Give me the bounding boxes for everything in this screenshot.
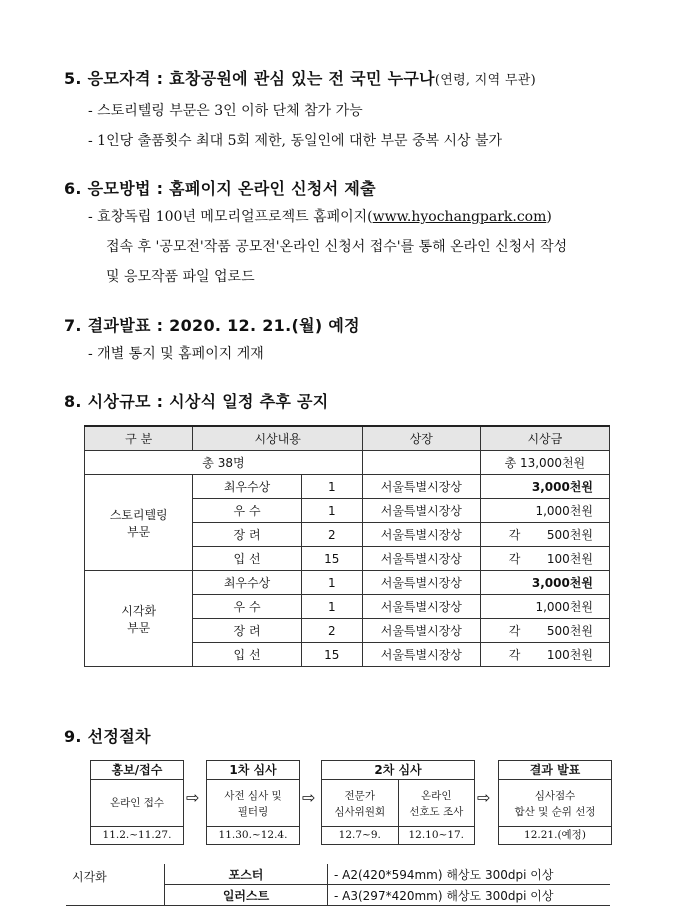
step-body bbox=[499, 780, 611, 826]
flow-step-second-review bbox=[321, 760, 475, 845]
award-amount bbox=[480, 499, 609, 523]
award-cert: 서울특별시장상 bbox=[362, 571, 480, 595]
total-label: 총 38명 bbox=[85, 451, 363, 475]
award-count: 1 bbox=[301, 595, 362, 619]
award-name: 우 수 bbox=[193, 499, 301, 523]
total-row bbox=[85, 451, 610, 475]
award-count: 1 bbox=[301, 499, 362, 523]
award-cert: 서울특별시장상 bbox=[362, 547, 480, 571]
amount-value: 1,000천원 bbox=[535, 504, 593, 518]
award-amount bbox=[480, 571, 609, 595]
section-5-title bbox=[64, 66, 536, 89]
step-body bbox=[207, 780, 299, 826]
arrow-icon: ⇨ bbox=[477, 788, 491, 807]
award-count: 15 bbox=[301, 547, 362, 571]
step-head: 홍보/접수 bbox=[91, 761, 183, 780]
award-name: 우 수 bbox=[193, 595, 301, 619]
award-amount bbox=[480, 475, 609, 499]
section-5-item-1: - 스토리텔링 부문은 3인 이하 단체 참가 가능 bbox=[88, 103, 363, 119]
award-count: 1 bbox=[301, 475, 362, 499]
table-row bbox=[85, 571, 610, 595]
group-name-line2: 부문 bbox=[127, 620, 151, 635]
award-name: 최우수상 bbox=[193, 571, 301, 595]
group-storytelling bbox=[85, 475, 193, 571]
amount-value: 100천원 bbox=[546, 552, 593, 566]
award-count: 15 bbox=[301, 643, 362, 667]
award-cert: 서울특별시장상 bbox=[362, 595, 480, 619]
step-head: 1차 심사 bbox=[207, 761, 299, 780]
section-6-line-3: 및 응모작품 파일 업로드 bbox=[106, 269, 255, 285]
step-date: 12.10~17. bbox=[399, 826, 475, 844]
total-amount: 총 13,000천원 bbox=[480, 451, 609, 475]
award-cert: 서울특별시장상 bbox=[362, 475, 480, 499]
total-empty bbox=[362, 451, 480, 475]
award-count: 2 bbox=[301, 523, 362, 547]
header-category: 구 분 bbox=[85, 426, 193, 451]
arrow-icon: ⇨ bbox=[186, 788, 200, 807]
amount-prefix: 각 bbox=[508, 552, 521, 566]
step-body bbox=[399, 780, 475, 826]
award-amount bbox=[480, 643, 609, 667]
step-body bbox=[322, 780, 398, 826]
step-body-line2: 합산 및 순위 선정 bbox=[514, 806, 596, 818]
spec-type: 포스터 bbox=[165, 864, 328, 885]
amount-value: 100천원 bbox=[546, 648, 593, 662]
substep-online bbox=[398, 780, 475, 844]
header-prize-money: 시상금 bbox=[480, 426, 609, 451]
step-date: 12.21.(예정) bbox=[499, 826, 611, 844]
spec-category: 시각화 bbox=[66, 864, 165, 906]
award-cert: 서울특별시장상 bbox=[362, 499, 480, 523]
substep-expert bbox=[322, 780, 398, 844]
award-cert: 서울특별시장상 bbox=[362, 643, 480, 667]
section-5-note: (연령, 지역 무관) bbox=[434, 73, 537, 88]
spec-desc: - A2(420*594mm) 해상도 300dpi 이상 bbox=[328, 864, 611, 885]
amount-value: 1,000천원 bbox=[535, 600, 593, 614]
amount-value: 500천원 bbox=[546, 528, 593, 542]
spec-type: 일러스트 bbox=[165, 885, 328, 906]
header-certificate: 상장 bbox=[362, 426, 480, 451]
section-9-title: 9. 선정절차 bbox=[64, 727, 151, 746]
section-6-title: 6. 응모방법 : 홈페이지 온라인 신청서 제출 bbox=[64, 179, 376, 198]
amount-value: 3,000천원 bbox=[531, 576, 593, 590]
group-visualization bbox=[85, 571, 193, 667]
step-date: 12.7~9. bbox=[322, 826, 398, 844]
amount-prefix: 각 bbox=[508, 624, 521, 638]
step-body-line1: 온라인 bbox=[421, 790, 452, 802]
step-body: 온라인 접수 bbox=[109, 797, 165, 809]
section-7-item: - 개별 통지 및 홈페이지 게재 bbox=[88, 346, 264, 362]
flow-step-promotion bbox=[90, 760, 184, 845]
award-cert: 서울특별시장상 bbox=[362, 523, 480, 547]
table-row bbox=[66, 864, 610, 885]
award-amount bbox=[480, 547, 609, 571]
spec-desc: - A3(297*420mm) 해상도 300dpi 이상 bbox=[328, 885, 611, 906]
award-name: 입 선 bbox=[193, 547, 301, 571]
step-head: 결과 발표 bbox=[499, 761, 611, 780]
group-name-line1: 시각화 bbox=[121, 603, 157, 618]
step-body-line1: 심사점수 bbox=[534, 790, 576, 802]
group-name-line1: 스토리텔링 bbox=[109, 507, 168, 522]
award-amount bbox=[480, 619, 609, 643]
award-count: 2 bbox=[301, 619, 362, 643]
spec-table bbox=[66, 864, 610, 906]
award-name: 장 려 bbox=[193, 619, 301, 643]
group-name-line2: 부문 bbox=[127, 524, 151, 539]
step-body-line2: 선호도 조사 bbox=[409, 806, 464, 818]
award-name: 최우수상 bbox=[193, 475, 301, 499]
section-6-line-1-post: ) bbox=[546, 209, 552, 225]
section-7-title: 7. 결과발표 : 2020. 12. 21.(월) 예정 bbox=[64, 316, 360, 335]
award-count: 1 bbox=[301, 571, 362, 595]
amount-prefix: 각 bbox=[508, 648, 521, 662]
section-5-heading: 5. 응모자격 : 효창공원에 관심 있는 전 국민 누구나 bbox=[64, 69, 435, 88]
section-6-line-1-pre: - 효창독립 100년 메모리얼프로젝트 홈페이지( bbox=[88, 209, 373, 225]
step-body-line2: 심사위원회 bbox=[334, 806, 386, 818]
step-date: 11.2.~11.27. bbox=[91, 826, 183, 844]
table-row bbox=[85, 475, 610, 499]
award-name: 입 선 bbox=[193, 643, 301, 667]
section-6-line-2: 접속 후 '공모전'작품 공모전'온라인 신청서 접수'를 통해 온라인 신청서 작성 bbox=[106, 239, 568, 255]
award-name: 장 려 bbox=[193, 523, 301, 547]
header-content: 시상내용 bbox=[193, 426, 363, 451]
section-8-title: 8. 시상규모 : 시상식 일정 추후 공지 bbox=[64, 392, 329, 411]
step-body-line1: 전문가 bbox=[344, 790, 375, 802]
step-body-line2: 필터링 bbox=[237, 806, 269, 818]
arrow-icon: ⇨ bbox=[302, 788, 316, 807]
flow-step-announcement bbox=[498, 760, 612, 845]
award-cert: 서울특별시장상 bbox=[362, 619, 480, 643]
prize-table-header bbox=[85, 426, 610, 451]
amount-value: 500천원 bbox=[546, 624, 593, 638]
amount-prefix: 각 bbox=[508, 528, 521, 542]
section-5-item-2: - 1인당 출품횟수 최대 5회 제한, 동일인에 대한 부문 중복 시상 불가 bbox=[88, 133, 503, 149]
amount-value: 3,000천원 bbox=[531, 480, 593, 494]
section-6-line-1 bbox=[88, 206, 552, 226]
homepage-link[interactable]: www.hyochangpark.com bbox=[372, 209, 547, 225]
step-date: 11.30.~12.4. bbox=[207, 826, 299, 844]
award-amount bbox=[480, 523, 609, 547]
step-head: 2차 심사 bbox=[322, 761, 474, 780]
step-substeps bbox=[322, 780, 474, 844]
flow-step-first-review bbox=[206, 760, 300, 845]
step-body-line1: 사전 심사 및 bbox=[224, 790, 282, 802]
award-amount bbox=[480, 595, 609, 619]
prize-table bbox=[84, 425, 610, 667]
